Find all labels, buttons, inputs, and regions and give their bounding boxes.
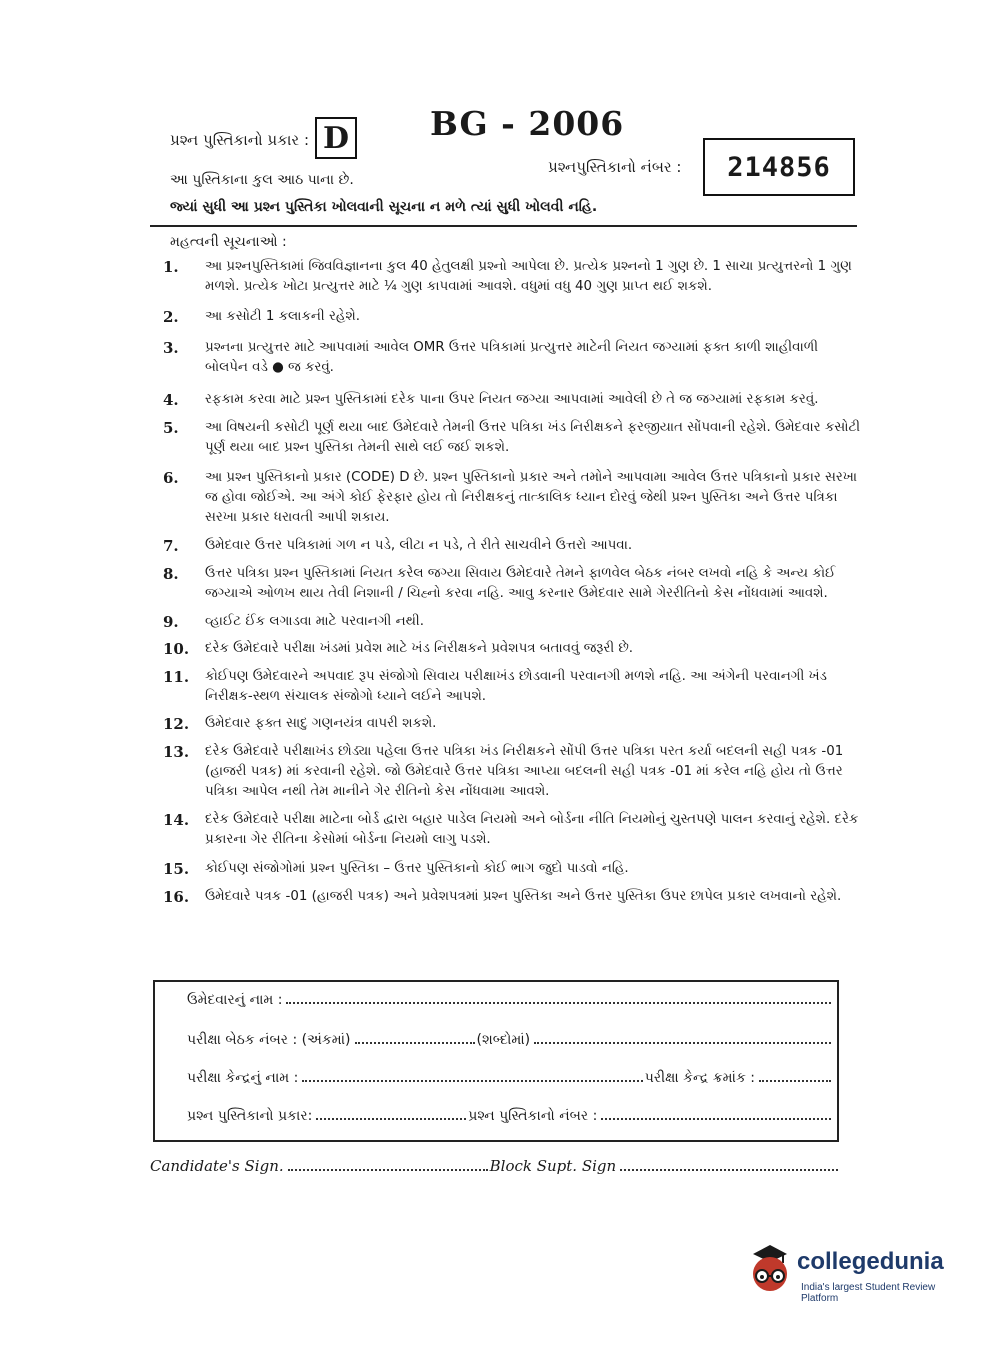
- booklet-type-line[interactable]: [316, 1117, 466, 1120]
- candidate-name-field: [187, 992, 833, 1008]
- instruction-number: 13.: [163, 743, 190, 761]
- instructions-heading: મહત્વની સૂચનાઓ :: [170, 234, 287, 250]
- candidate-name-label: ઉમેદવારનું નામ :: [187, 992, 283, 1008]
- instruction-text: દરેક ઉમેદવારે પરીક્ષા માટેના બોર્ડ દ્વારા બહાર પાડેલ નિયમો અને બોર્ડના નીતિ નિયમોનું ચુસ્તપણે પાલન કરવાનું રહેશે. દરેક પ્રકારના ગેર રીતિના કેસોમાં બોર્ડના નિયમો લાગુ પડશે.: [205, 812, 859, 847]
- instruction-number: 1.: [163, 258, 179, 276]
- supervisor-sign-label: Block Supt. Sign: [489, 1157, 617, 1175]
- instruction-text: આ પ્રશ્ન પુસ્તિકાનો પ્રકાર (CODE) D છે. પ્રશ્ન પુસ્તિકાનો પ્રકાર અને તમોને આપવામા આવેલ ઉત્તર પત્રિકાનો પ્રકાર સરખા જ હોવા જોઈએ. આ અંગે કોઈ ફેરફાર હોય તો નિરીક્ષકનું તાત્કાલિક ધ્યાન દોરવું જેથી પ્રશ્ન પુસ્તિકા અને ઉત્તર પત્રિકા સરખા પ્રકાર ધરાવતી આપી શકાય.: [205, 470, 858, 525]
- candidate-details-box: [153, 980, 839, 1142]
- instruction-text: વ્હાઈટ ઈંક લગાડવા માટે પરવાનગી નથી.: [205, 614, 424, 629]
- instruction-text: આ પ્રશ્નપુસ્તિકામાં જિવવિજ્ઞાનના કુલ 40 હેતુલક્ષી પ્રશ્નો આપેલા છે. પ્રત્યેક પ્રશ્નનો 1 ગુણ છે. 1 સાચા પ્રત્યુત્તરનો 1 ગુણ મળશે. પ્રત્યેક ખોટા પ્રત્યુત્તર માટે ¼ ગુણ કાપવામાં આવશે. વધુમાં વધુ 40 ગુણ પ્રાપ્ત થઈ શકશે.: [205, 259, 852, 294]
- candidate-name-line[interactable]: [286, 1001, 831, 1004]
- instruction-text: કોઈપણ ઉમેદવારને અપવાદ રૂપ સંજોગો સિવાય પરીક્ષાખંડ છોડવાની પરવાનગી મળશે નહિ. આ અંગેની પરવાનગી ખંડ નિરીક્ષક-સ્થળ સંચાલક સંજોગો ધ્યાને લઈને આપશે.: [205, 669, 827, 704]
- booklet-type-field-label: પ્રશ્ન પુસ્તિકાનો પ્રકાર:: [187, 1108, 313, 1124]
- instruction-number: 14.: [163, 811, 190, 829]
- brand-tagline: India's largest Student Review Platform: [801, 1282, 936, 1304]
- instruction-text: દરેક ઉમેદવારે પરીક્ષા ખંડમાં પ્રવેશ માટે ખંડ નિરીક્ષકને પ્રવેશપત્ર બતાવવું જરૂરી છે.: [205, 641, 634, 656]
- instruction-item: [163, 390, 863, 410]
- instructions-list: [163, 257, 863, 907]
- instruction-number: 8.: [163, 565, 179, 583]
- instruction-text: ઉમેદવાર ઉત્તર પત્રિકામાં ગળ ન પડે, લીટા ન પડે, તે રીતે સાચવીને ઉત્તરો આપવા.: [205, 538, 633, 553]
- instruction-item: [163, 338, 863, 378]
- open-instruction-note: જ્યાં સુધી આ પ્રશ્ન પુસ્તિકા ખોલવાની સૂચના ન મળે ત્યાં સુધી ખોલવી નહિ.: [170, 199, 598, 215]
- instruction-number: 12.: [163, 715, 190, 733]
- instruction-number: 7.: [163, 537, 179, 555]
- instruction-item: [163, 307, 863, 327]
- instruction-number: 4.: [163, 391, 179, 409]
- instruction-number: 6.: [163, 469, 179, 487]
- instruction-item: [163, 536, 863, 556]
- centre-field: [187, 1070, 833, 1086]
- instruction-number: 2.: [163, 308, 179, 326]
- booklet-number-line[interactable]: [601, 1117, 831, 1120]
- instruction-item: [163, 468, 863, 528]
- instruction-item: [163, 257, 863, 297]
- instruction-item: [163, 859, 863, 879]
- booklet-number-label: પ્રશ્નપુસ્તિકાનો નંબર :: [548, 158, 682, 176]
- centre-number-line[interactable]: [759, 1079, 831, 1082]
- seat-number-field: [187, 1032, 833, 1048]
- signature-row: [150, 1157, 840, 1175]
- instruction-text: રફકામ કરવા માટે પ્રશ્ન પુસ્તિકામાં દરેક પાના ઉપર નિયત જગ્યા આપવામાં આવેલી છે તે જ જગ્યામાં રફકામ કરવું.: [205, 392, 819, 407]
- candidate-sign-line[interactable]: [288, 1168, 488, 1171]
- instruction-item: [163, 639, 863, 659]
- instruction-item: [163, 810, 863, 850]
- instruction-number: 16.: [163, 888, 190, 906]
- instruction-number: 10.: [163, 640, 190, 658]
- supervisor-sign-line[interactable]: [620, 1168, 838, 1171]
- instruction-item: [163, 742, 863, 802]
- instruction-item: [163, 887, 863, 907]
- instruction-text: આ કસોટી 1 કલાકની રહેશે.: [205, 309, 360, 324]
- centre-name-label: પરીક્ષા કેન્દ્રનું નામ :: [187, 1070, 299, 1086]
- instruction-item: [163, 667, 863, 707]
- booklet-number-box: 214856: [703, 138, 855, 196]
- paper-code-title: BG - 2006: [430, 104, 625, 143]
- centre-number-label: પરીક્ષા કેન્દ્ર ક્રમાંક :: [644, 1070, 755, 1086]
- instruction-number: 15.: [163, 860, 190, 878]
- pages-note: આ પુસ્તિકાના કુલ આઠ પાના છે.: [170, 172, 354, 188]
- booklet-field: [187, 1108, 833, 1124]
- booklet-type-box: D: [315, 117, 357, 159]
- seat-number-digits-label: પરીક્ષા બેઠક નંબર : (અંકમાં): [187, 1032, 351, 1048]
- seat-number-words-line[interactable]: [534, 1041, 831, 1044]
- instruction-text: ઉમેદવાર ફક્ત સાદુ ગણનયંત્ર વાપરી શકશે.: [205, 716, 437, 731]
- instruction-item: [163, 564, 863, 604]
- instruction-text: ઉમેદવારે પત્રક -01 (હાજરી પત્રક) અને પ્રવેશપત્રમાં પ્રશ્ન પુસ્તિકા અને ઉત્તર પુસ્તિકા ઉપર છાપેલ પ્રકાર લખવાનો રહેશે.: [205, 889, 842, 904]
- instruction-text: કોઈપણ સંજોગોમાં પ્રશ્ન પુસ્તિકા – ઉત્તર પુસ્તિકાનો કોઈ ભાગ જુદો પાડવો નહિ.: [205, 861, 629, 876]
- instruction-number: 9.: [163, 613, 179, 631]
- brand-name: collegedunia: [797, 1248, 944, 1275]
- instruction-number: 3.: [163, 339, 179, 357]
- instruction-item: [163, 612, 863, 632]
- seat-number-words-label: (શબ્દોમાં): [476, 1032, 531, 1048]
- seat-number-digits-line[interactable]: [355, 1041, 475, 1044]
- instruction-text: દરેક ઉમેદવારે પરીક્ષાખંડ છોડ્યા પહેલા ઉત્તર પત્રિકા ખંડ નિરીક્ષકને સોંપી ઉત્તર પત્રિકા પરત કર્યા બદલની સહી પત્રક -01 (હાજરી પત્રક) માં કરવાની રહેશે. જો ઉમેદવારે ઉત્તર પત્રિકા આપ્યા બદલની સહી પત્રક -01 માં કરેલ નહિ હોય તો ઉત્તર પત્રિકા આપેલ નથી તેમ માનીને ગેર રીતિનો કેસ નોંધવામા આવશે.: [205, 744, 844, 799]
- instruction-item: [163, 714, 863, 734]
- instruction-number: 5.: [163, 419, 179, 437]
- brand-watermark: [745, 1240, 970, 1310]
- instruction-text: આ વિષયની કસોટી પૂર્ણ થયા બાદ ઉમેદવારે તેમની ઉત્તર પત્રિકા ખંડ નિરીક્ષકને ફરજીયાત સોંપવાની રહેશે. ઉમેદવાર કસોટી પૂર્ણ થયા બાદ પ્રશ્ન પુસ્તિકા તેમની સાથે લઈ જઈ શકશે.: [205, 420, 861, 455]
- header-divider: [150, 225, 857, 227]
- mascot-logo-icon: [745, 1240, 795, 1300]
- candidate-sign-label: Candidate's Sign.: [150, 1157, 284, 1175]
- centre-name-line[interactable]: [302, 1079, 642, 1082]
- booklet-number-field-label: પ્રશ્ન પુસ્તિકાનો નંબર :: [468, 1108, 598, 1124]
- instruction-text: પ્રશ્નના પ્રત્યુત્તર માટે આપવામાં આવેલ OMR ઉત્તર પત્રિકામાં પ્રત્યુત્તર માટેની નિયત જગ્યામાં ફક્ત કાળી શાહીવાળી બોલપેન વડે ● જ કરવું.: [205, 340, 819, 375]
- instruction-number: 11.: [163, 668, 190, 686]
- instruction-item: [163, 418, 863, 458]
- booklet-type-label: પ્રશ્ન પુસ્તિકાનો પ્રકાર :: [170, 131, 310, 149]
- instruction-text: ઉત્તર પત્રિકા પ્રશ્ન પુસ્તિકામાં નિયત કરેલ જગ્યા સિવાય ઉમેદવારે તેમને ફાળવેલ બેઠક નંબર લખવો નહિ કે અન્ય કોઈ જગ્યાએ ઓળખ થાય તેવી નિશાની / ચિહ્નો કરવા નહિ. આવુ કરનાર ઉમેદવાર સામે ગેરરીતિનો કેસ નોંધવામાં આવશે.: [205, 566, 836, 601]
